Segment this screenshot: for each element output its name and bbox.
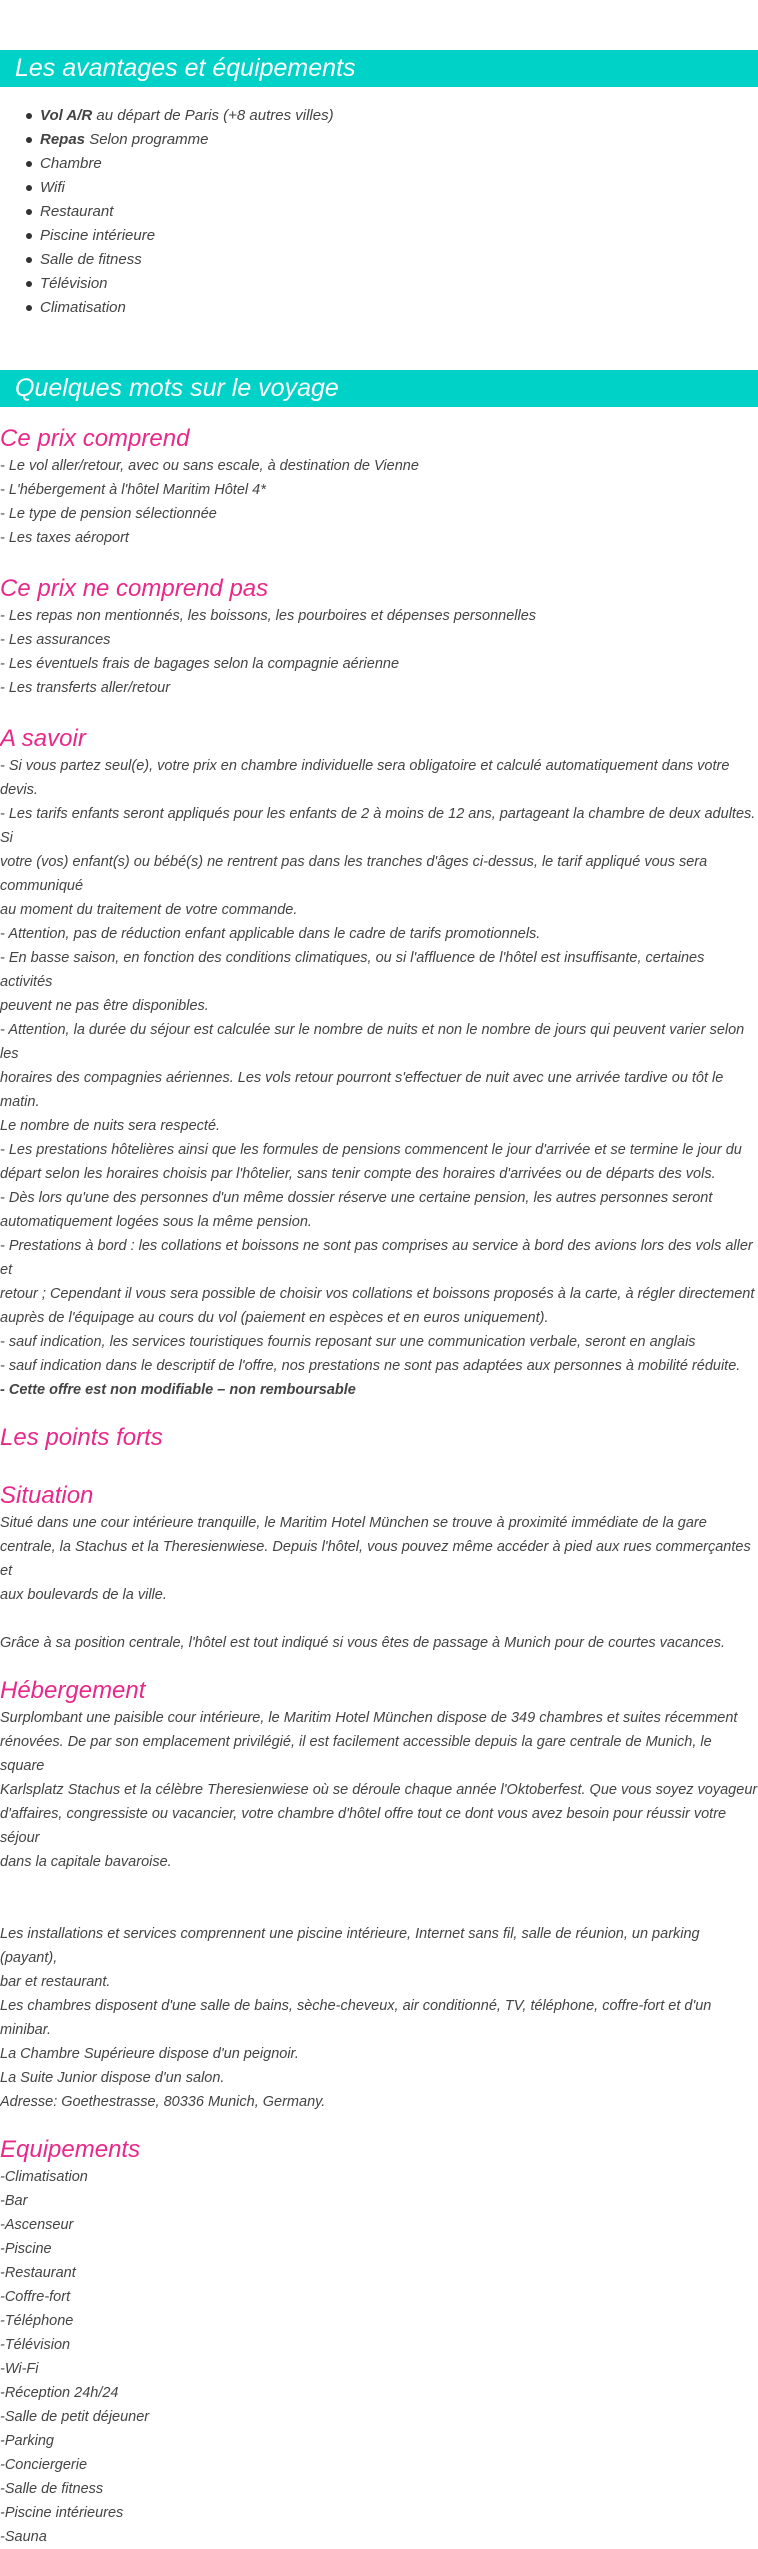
to-know-line: - sauf indication dans le descriptif de l'offre, nos prestations ne sont pas adaptées aux personnes à mobilité réduite. [0,1358,741,1374]
advantage-item [0,104,334,128]
equipment-heading: Equipements [0,2136,141,2163]
accommodation-line: La Chambre Supérieure dispose d'un peignoir. [0,2046,299,2062]
to-know-line: départ selon les horaires choisis par l'hôtelier, sans tenir compte des horaires d'arrivées ou de départs des vols. [0,1166,716,1182]
included-line: - L'hébergement à l'hôtel Maritim Hôtel 4* [0,482,266,498]
to-know-line: - En basse saison, en fonction des conditions climatiques, ou si l'affluence de l'hôtel est insuffisante, certaines activités [0,950,705,990]
to-know-line: votre (vos) enfant(s) ou bébé(s) ne rentrent pas dans les tranches d'âges ci-dessus, le tarif appliqué vous sera communiqué [0,854,708,894]
equipment-item: -Ascenseur [0,2217,74,2233]
accommodation-heading: Hébergement [0,1677,146,1704]
accommodation-line: Karlsplatz Stachus et la célèbre Theresienwiese où se déroule chaque année l'Oktoberfest. Que vous soyez voyageur [0,1782,758,1798]
accommodation-line: bar et restaurant. [0,1974,111,1990]
advantage-item [0,128,334,152]
advantage-item [0,248,334,272]
to-know-line: - Les tarifs enfants seront appliqués pour les enfants de 2 à moins de 12 ans, partageant la chambre de deux adultes. Si [0,806,756,846]
advantage-text: Climatisation [40,299,126,316]
advantages-title: Les avantages et équipements [15,54,356,82]
situation-line: Grâce à sa position centrale, l'hôtel est tout indiqué si vous êtes de passage à Munich pour de courtes vacances. [0,1635,725,1651]
accommodation-line: Les chambres disposent d'une salle de bains, sèche-cheveux, air conditionné, TV, téléphone, coffre-fort et d'un minibar. [0,1998,712,2038]
to-know-heading: A savoir [0,725,86,752]
to-know-line: - Attention, la durée du séjour est calculée sur le nombre de nuits et non le nombre de jours qui peuvent varier selon les [0,1022,745,1062]
advantage-item [0,272,334,296]
advantage-text: Wifi [40,179,65,196]
highlights-heading: Les points forts [0,1424,163,1451]
equipment-item: -Salle de fitness [0,2481,104,2497]
to-know-line: au moment du traitement de votre commande. [0,902,298,918]
situation-heading: Situation [0,1482,94,1509]
equipment-item: -Piscine intérieures [0,2505,124,2521]
to-know-line: - Attention, pas de réduction enfant applicable dans le cadre de tarifs promotionnels. [0,926,541,942]
advantage-item [0,224,334,248]
accommodation-line: Les installations et services comprennent une piscine intérieure, Internet sans fil, salle de réunion, un parking (payant), [0,1926,700,1966]
equipment-item: -Parking [0,2433,54,2449]
advantage-text: Restaurant [40,203,114,220]
included-line: - Le vol aller/retour, avec ou sans escale, à destination de Vienne [0,458,419,474]
equipment-item: -Wi-Fi [0,2361,39,2377]
situation-line: aux boulevards de la ville. [0,1587,167,1603]
equipment-item: -Restaurant [0,2265,76,2281]
hotel-address: Adresse: Goethestrasse, 80336 Munich, Germany. [0,2094,326,2110]
included-line: - Le type de pension sélectionnée [0,506,217,522]
not-included-line: - Les transferts aller/retour [0,680,171,696]
advantages-list [0,104,334,320]
included-line: - Les taxes aéroport [0,530,129,546]
to-know-line: retour ; Cependant il vous sera possible de choisir vos collations et boissons proposés à la carte, à régler directement [0,1286,755,1302]
equipment-item: -Sauna [0,2529,47,2545]
non-refundable-notice: - Cette offre est non modifiable – non remboursable [0,1382,356,1398]
accommodation-line: d'affaires, congressiste ou vacancier, votre chambre d'hôtel offre tout ce dont vous avez besoin pour réussir votre séjour [0,1806,727,1846]
not-included-heading: Ce prix ne comprend pas [0,575,269,602]
included-heading: Ce prix comprend [0,425,190,452]
advantages-banner [0,50,758,87]
not-included-line: - Les assurances [0,632,111,648]
advantage-item [0,296,334,320]
advantage-text: Selon programme [85,131,209,148]
not-included-line: - Les repas non mentionnés, les boissons, les pourboires et dépenses personnelles [0,608,537,624]
to-know-line: peuvent ne pas être disponibles. [0,998,209,1014]
advantage-text: Chambre [40,155,102,172]
to-know-line: - Prestations à bord : les collations et boissons ne sont pas comprises au service à bord des avions lors des vols aller et [0,1238,753,1278]
to-know-line: - Dès lors qu'une des personnes d'un même dossier réserve une certaine pension, les autres personnes seront [0,1190,713,1206]
to-know-line: - Si vous partez seul(e), votre prix en chambre individuelle sera obligatoire et calculé automatiquement dans votre devis. [0,758,730,798]
advantage-bold: Repas [40,131,86,148]
accommodation-line: Surplombant une paisible cour intérieure, le Maritim Hotel München dispose de 349 chambres et suites récemment [0,1710,738,1726]
accommodation-line: La Suite Junior dispose d'un salon. [0,2070,225,2086]
voyage-content [0,424,758,2549]
equipment-item: -Coffre-fort [0,2289,71,2305]
to-know-line: auprès de l'équipage au cours du vol (paiement en espèces et en euros uniquement). [0,1310,549,1326]
advantage-item [0,176,334,200]
equipment-item: -Climatisation [0,2169,88,2185]
to-know-line: Le nombre de nuits sera respecté. [0,1118,221,1134]
equipment-item: -Conciergerie [0,2457,88,2473]
advantage-item [0,200,334,224]
equipment-item: -Piscine [0,2241,52,2257]
equipment-item: -Télévision [0,2337,71,2353]
to-know-line: automatiquement logées sous la même pension. [0,1214,312,1230]
voyage-title: Quelques mots sur le voyage [15,374,339,402]
equipment-item: -Salle de petit déjeuner [0,2409,150,2425]
accommodation-line: rénovées. De par son emplacement privilégié, il est facilement accessible depuis la gare centrale de Munich, le square [0,1734,712,1774]
advantage-text: Salle de fitness [40,251,142,268]
not-included-line: - Les éventuels frais de bagages selon la compagnie aérienne [0,656,400,672]
voyage-banner [0,370,758,407]
equipment-item: -Téléphone [0,2313,74,2329]
equipment-item: -Bar [0,2193,28,2209]
situation-line: centrale, la Stachus et la Theresienwiese. Depuis l'hôtel, vous pouvez même accéder à pied aux rues commerçantes et [0,1539,751,1579]
situation-line: Situé dans une cour intérieure tranquille, le Maritim Hotel München se trouve à proximité immédiate de la gare [0,1515,707,1531]
advantage-bold: Vol A/R [40,107,93,124]
equipment-item: -Réception 24h/24 [0,2385,119,2401]
advantage-text: Piscine intérieure [40,227,156,244]
to-know-line: - sauf indication, les services touristiques fournis reposant sur une communication verbale, seront en anglais [0,1334,696,1350]
to-know-line: - Les prestations hôtelières ainsi que les formules de pensions commencent le jour d'arrivée et se termine le jour du [0,1142,742,1158]
to-know-line: horaires des compagnies aériennes. Les vols retour pourront s'effectuer de nuit avec une arrivée tardive ou tôt le matin. [0,1070,724,1110]
advantage-text: Télévision [40,275,108,292]
advantage-text: au départ de Paris (+8 autres villes) [92,107,334,124]
advantage-item [0,152,334,176]
accommodation-line: dans la capitale bavaroise. [0,1854,172,1870]
